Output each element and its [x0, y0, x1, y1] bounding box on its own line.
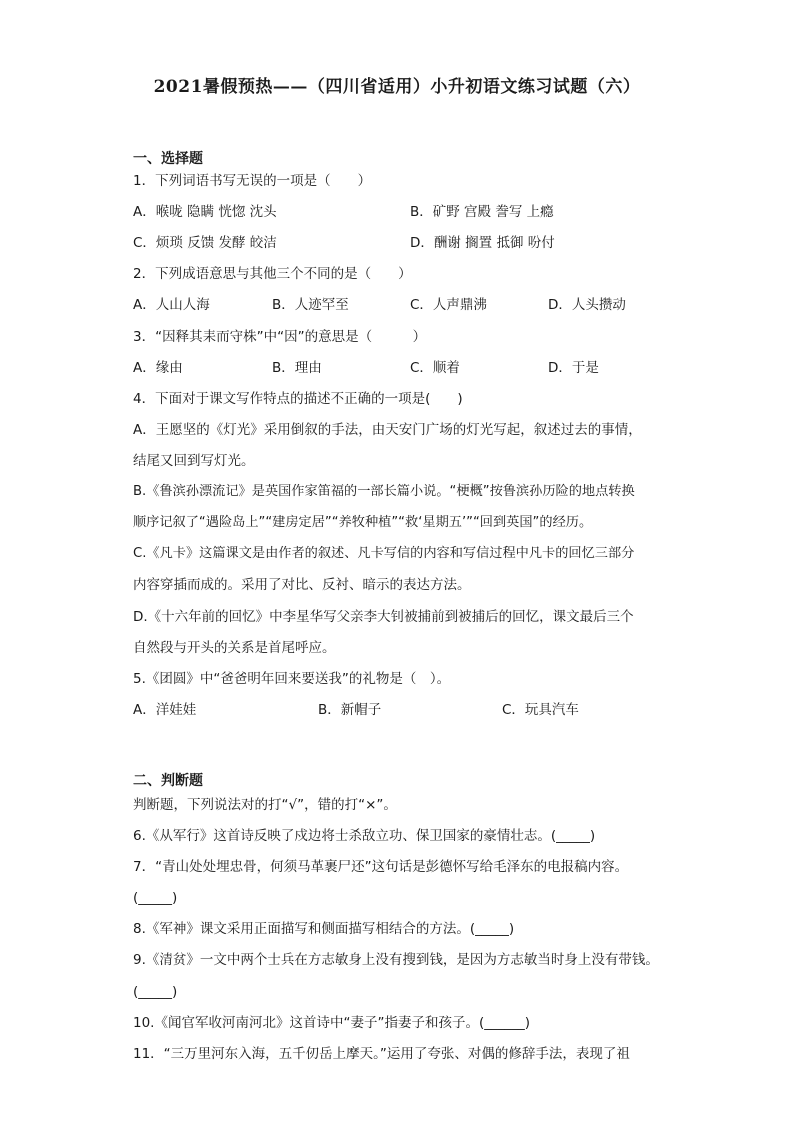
question-1-option-b: B．矿野 宫殿 誊写 上瘾 — [410, 204, 554, 220]
judge-instructions: 判断题，下列说法对的打“√”，错的打“×”。 — [133, 797, 397, 813]
question-4-stem: 4．下面对于课文写作特点的描述不正确的一项是( ) — [133, 391, 463, 407]
section-heading-judge: 二、判断题 — [133, 773, 203, 789]
question-5-option-a: A．洋娃娃 — [133, 702, 197, 718]
question-4-option-d-line2: 自然段与开头的关系是首尾呼应。 — [133, 640, 336, 656]
question-4-option-b-line1: B.《鲁滨孙漂流记》是英国作家笛福的一部长篇小说。“梗概”按鲁滨孙历险的地点转换 — [133, 484, 635, 499]
page-title: 2021暑假预热——（四川省适用）小升初语文练习试题（六） — [153, 77, 641, 97]
question-11-line1: 11．“三万里河东入海，五千仞岳上摩天。”运用了夸张、对偶的修辞手法，表现了祖 — [133, 1046, 630, 1062]
question-3-option-a: A．缘由 — [133, 360, 183, 376]
section-heading-choice: 一、选择题 — [133, 151, 203, 167]
question-4-option-c-line2: 内容穿插而成的。采用了对比、反衬、暗示的表达方法。 — [133, 577, 471, 593]
question-7-line1: 7．“青山处处埋忠骨，何须马革裹尸还”这句话是彭德怀写给毛泽东的电报稿内容。 — [133, 859, 629, 875]
question-7-answer-blank: (_____) — [133, 890, 178, 906]
question-1-option-c: C．烦琐 反馈 发酵 皎洁 — [133, 235, 277, 251]
question-4-option-a-line1: A．王愿坚的《灯光》采用倒叙的手法，由天安门广场的灯光写起，叙述过去的事情， — [133, 422, 642, 438]
question-2-option-a: A．人山人海 — [133, 297, 210, 313]
question-3-option-c: C．顺着 — [410, 360, 460, 376]
question-4-option-c-line1: C.《凡卡》这篇课文是由作者的叙述、凡卡写信的内容和写信过程中凡卡的回忆三部分 — [133, 546, 635, 561]
question-3-stem: 3．“因释其耒而守株”中“因”的意思是（ ） — [133, 329, 427, 345]
question-2-option-c: C．人声鼎沸 — [410, 297, 487, 313]
question-4-option-a-line2: 结尾又回到写灯光。 — [133, 453, 255, 469]
question-1-option-a: A．喉咙 隐瞒 恍惚 沈头 — [133, 204, 277, 220]
question-8: 8.《军神》课文采用正面描写和侧面描写相结合的方法。(_____) — [133, 921, 515, 937]
question-5-option-b: B．新帽子 — [318, 702, 382, 718]
question-4-option-b-line2: 顺序记叙了“遇险岛上”“建房定居”“养牧种植”“救‘星期五’”“回到英国”的经历。 — [133, 515, 593, 530]
question-6: 6.《从军行》这首诗反映了戍边将士杀敌立功、保卫国家的豪情壮志。(_____) — [133, 828, 596, 844]
question-5-option-c: C．玩具汽车 — [502, 702, 579, 718]
question-2-option-b: B．人迹罕至 — [272, 297, 349, 313]
question-4-option-d-line1: D.《十六年前的回忆》中李星华写父亲李大钊被捕前到被捕后的回忆，课文最后三个 — [133, 609, 634, 625]
question-2-stem: 2．下列成语意思与其他三个不同的是（ ） — [133, 266, 412, 282]
question-3-option-d: D．于是 — [548, 360, 599, 376]
question-9-line1: 9.《清贫》一文中两个士兵在方志敏身上没有搜到钱，是因为方志敏当时身上没有带钱。 — [133, 952, 659, 968]
question-2-option-d: D．人头攒动 — [548, 297, 626, 313]
question-1-stem: 1．下列词语书写无误的一项是（ ） — [133, 173, 372, 189]
question-1-option-d: D．酬谢 搁置 抵御 吩付 — [410, 235, 555, 251]
question-5-stem: 5.《团圆》中“爸爸明年回来要送我”的礼物是（ ）。 — [133, 671, 451, 687]
question-9-answer-blank: (_____) — [133, 984, 178, 1000]
question-10: 10.《闻官军收河南河北》这首诗中“妻子”指妻子和孩子。(______) — [133, 1015, 530, 1031]
question-3-option-b: B．理由 — [272, 360, 322, 376]
